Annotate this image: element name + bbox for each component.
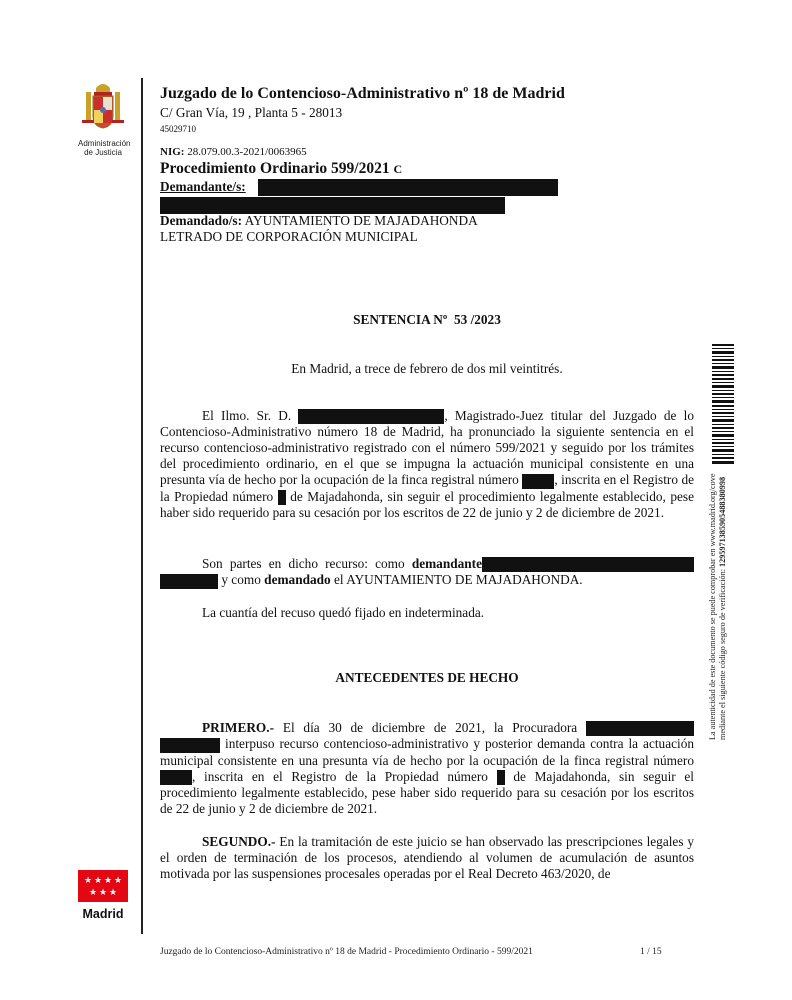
letrado-row: LETRADO DE CORPORACIÓN MUNICIPAL — [160, 229, 418, 244]
court-name: Juzgado de lo Contencioso-Administrativo nº 18 de Madrid — [160, 85, 565, 102]
verification-label: mediante el siguiente código seguro de verificación: — [718, 569, 727, 740]
barcode-icon — [712, 344, 734, 464]
text: demandado — [264, 572, 331, 588]
text: de Majadahonda, sin seguir el procedimiento legalmente establecido, pese haber sido requerido para su cesación por los escritos de 22 de junio y 2 de diciembre de 2021. — [160, 488, 695, 521]
procedure-number: Procedimiento Ordinario 599/2021 — [160, 160, 390, 177]
nig — [160, 146, 307, 158]
text: el AYUNTAMIENTO DE MAJADAHONDA. — [334, 572, 583, 588]
svg-text:★: ★ — [94, 876, 103, 886]
svg-text:★: ★ — [104, 876, 113, 886]
madrid-stars-icon — [78, 870, 128, 902]
redaction-box — [482, 557, 694, 572]
text: SEGUNDO.- — [202, 834, 276, 849]
sentence-title: SENTENCIA Nº 53 /2023 — [353, 312, 501, 327]
text: de Majadahonda, sin seguir el procedimiento legalmente establecido, pese haber sido requerido para su cesación por los escritos de 22 de junio y 2 de diciembre de 2021. — [160, 768, 694, 817]
demandado-value: AYUNTAMIENTO DE MAJADAHONDA — [244, 213, 478, 228]
redaction-box — [298, 409, 444, 424]
court-code: 45029710 — [160, 124, 196, 134]
date-line: En Madrid, a trece de febrero de dos mil veintitrés. — [291, 361, 563, 376]
text: Son partes en dicho recurso: como — [202, 556, 405, 571]
text: interpuso recurso contencioso-administrativo y posterior demanda contra la actuación municipal consistente en una presunta vía de hecho por la ocupación de la finca registral número — [160, 736, 694, 768]
nig-label: NIG: — [160, 146, 185, 158]
demandado-row — [160, 213, 478, 229]
page-number: 1 / 15 — [640, 947, 662, 957]
demandante-row — [160, 179, 246, 195]
nig-value: 28.079.00.3-2021/0063965 — [187, 146, 307, 158]
redaction-box — [522, 474, 554, 489]
procedure-title — [160, 160, 402, 178]
verification-line-1: La autenticidad de este documento se puede comprobar en www.madrid.org/cove — [708, 473, 717, 740]
redaction-box — [586, 721, 694, 736]
justicia-logo — [78, 80, 131, 157]
redaction-box — [160, 738, 220, 753]
coat-of-arms-icon — [78, 80, 128, 134]
text: En la tramitación de este juicio se han observado las prescripciones legales y el orden de terminación de los procesos, atendiendo al volumen de acumulación de asuntos motivada por las suspensiones procesales operadas por el Real Decreto 463/2020, de — [160, 834, 695, 881]
text: inscrita en el Registro de la Propiedad número — [160, 472, 695, 504]
paragraph-parties — [160, 556, 694, 589]
text: PRIMERO.- — [202, 720, 275, 735]
text: , inscrita en el Registro de la Propiedad número — [192, 768, 488, 784]
demandado-label: Demandado/s: — [160, 213, 243, 228]
redaction-box — [258, 179, 558, 196]
redaction-box — [160, 770, 192, 785]
paragraph-cuantia — [160, 605, 694, 621]
verification-line-2 — [718, 474, 728, 740]
redaction-box — [278, 490, 286, 505]
text: El día 30 de diciembre de 2021, la Procuradora — [282, 720, 578, 735]
verification-text — [708, 474, 728, 740]
procedure-suffix: C — [393, 162, 403, 176]
svg-text:★: ★ — [84, 876, 93, 886]
svg-text:★: ★ — [109, 888, 118, 898]
svg-text:★: ★ — [114, 876, 123, 886]
demandante-label: Demandante/s: — [160, 179, 246, 194]
text: demandante — [411, 556, 482, 571]
footer-text: Juzgado de lo Contencioso-Administrativo nº 18 de Madrid - Procedimiento Ordinario - 599/2021 — [160, 947, 533, 957]
redaction-box — [497, 770, 505, 785]
paragraph-intro — [160, 408, 694, 521]
logo-label: Administración de Justicia — [78, 139, 131, 157]
redaction-box — [160, 197, 505, 214]
text: , — [554, 472, 558, 488]
verification-code: 1295971385905488380998 — [718, 476, 727, 567]
text: La cuantía del recuso quedó fijado en indeterminada. — [202, 605, 485, 620]
section-title: ANTECEDENTES DE HECHO — [335, 670, 519, 685]
vertical-rule — [141, 78, 143, 934]
madrid-label: Madrid — [82, 907, 124, 921]
svg-text:★: ★ — [89, 888, 98, 898]
paragraph-segundo — [160, 834, 694, 882]
text: y como — [221, 572, 261, 588]
redaction-box — [160, 574, 218, 589]
madrid-logo — [78, 870, 128, 921]
svg-text:★: ★ — [99, 888, 108, 898]
court-address: C/ Gran Vía, 19 , Planta 5 - 28013 — [160, 105, 343, 120]
paragraph-primero — [160, 720, 694, 817]
text: El Ilmo. Sr. D. — [202, 408, 292, 423]
text: , Magistrado-Juez titular del Juzgado de lo Contencioso-Administrativo número 18 de Madrid, ha pronunciado la siguiente sentencia en el recurso contencioso-administrativo registrado con el número 599/2021 y seguido por los trámites del procedimiento ordinario, en el que se impugna la actuación municipal consistente en una presunta vía de hecho por la ocupación de la finca registral número — [160, 408, 694, 488]
